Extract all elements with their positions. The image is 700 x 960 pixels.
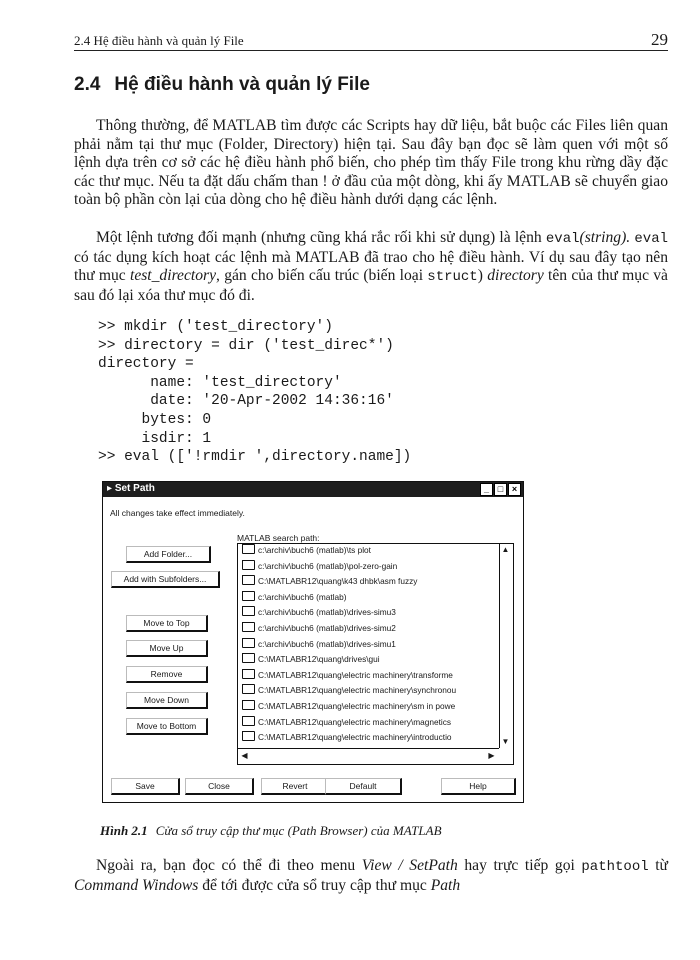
list-item[interactable]: C:\MATLABR12\quang\electric machinery\sm in powe <box>238 700 513 716</box>
folder-icon <box>242 731 255 741</box>
list-item[interactable]: c:\archiv\buch6 (matlab)\ts plot <box>238 544 513 560</box>
folder-icon <box>242 669 255 679</box>
paragraph-1: Thông thường, để MATLAB tìm được các Scripts hay dữ liệu, bắt buộc các Files liên quan phải nằm tại thư mục (Folder, Directory) hiện tại. Sau đây bạn đọc sẽ làm quen với một số lệnh dựa trên cơ sở các hệ điều hành phổ biến, cho phép tìm thấy File trong khu rừng dầy đặc các thư mục. Nếu ta đặt dấu chấm than ! ở đầu của một dòng, khi ấy MATLAB sẽ chuyển giao toàn bộ phần còn lại của dòng cho hệ điều hành dưới dạng các lệnh. <box>74 117 668 209</box>
list-item[interactable]: c:\archiv\buch6 (matlab) <box>238 591 513 607</box>
help-button[interactable]: Help <box>441 778 516 795</box>
close-icon[interactable]: × <box>508 483 521 496</box>
folder-icon <box>242 575 255 585</box>
move-to-top-button[interactable]: Move to Top <box>126 615 208 632</box>
scroll-right-icon[interactable]: ▶ <box>488 751 495 760</box>
notice-text: All changes take effect immediately. <box>110 508 245 518</box>
page-number: 29 <box>651 30 668 49</box>
header-section: 2.4 Hệ điều hành và quản lý File <box>74 33 244 48</box>
minimize-icon[interactable]: _ <box>480 483 493 496</box>
paragraph-3: Ngoài ra, bạn đọc có thể đi theo menu View / SetPath hay trực tiếp gọi pathtool từ Command Windows để tới được cửa sổ truy cập thư mục Path <box>74 857 668 894</box>
move-down-button[interactable]: Move Down <box>126 692 208 709</box>
close-button[interactable]: Close <box>185 778 254 795</box>
running-header <box>74 32 668 51</box>
remove-button[interactable]: Remove <box>126 666 208 683</box>
add-with-subfolders-button[interactable]: Add with Subfolders... <box>111 571 220 588</box>
window-title: ▸ Set Path <box>107 483 155 494</box>
folder-icon <box>242 638 255 648</box>
path-list[interactable] <box>237 543 514 765</box>
section-title: Hệ điều hành và quản lý File <box>114 74 370 95</box>
vertical-scrollbar[interactable] <box>499 543 513 748</box>
folder-icon <box>242 700 255 710</box>
scroll-up-icon[interactable]: ▲ <box>501 545 510 554</box>
code-line: name: 'test_directory' <box>98 374 342 391</box>
caption-text: Cửa sổ truy cập thư mục (Path Browser) của MATLAB <box>155 823 442 838</box>
code-listing <box>98 318 411 467</box>
list-item[interactable]: C:\MATLABR12\quang\drives\gui <box>238 653 513 669</box>
move-up-button[interactable]: Move Up <box>126 640 208 657</box>
list-item[interactable]: c:\archiv\buch6 (matlab)\drives-simu2 <box>238 622 513 638</box>
horizontal-scrollbar[interactable] <box>237 748 499 764</box>
list-item[interactable]: c:\archiv\buch6 (matlab)\pol-zero-gain <box>238 560 513 576</box>
code-line: >> directory = dir ('test_direc*') <box>98 337 394 354</box>
list-item[interactable]: C:\MATLABR12\quang\electric machinery\synchronou <box>238 684 513 700</box>
code-line: directory = <box>98 356 194 373</box>
list-item[interactable]: c:\archiv\buch6 (matlab)\drives-simu1 <box>238 638 513 654</box>
code-line: bytes: 0 <box>98 411 212 428</box>
window-titlebar[interactable] <box>103 482 523 497</box>
save-button[interactable]: Save <box>111 778 180 795</box>
folder-icon <box>242 591 255 601</box>
revert-button[interactable]: Revert <box>261 778 330 795</box>
folder-icon <box>242 716 255 726</box>
folder-icon <box>242 622 255 632</box>
folder-icon <box>242 684 255 694</box>
list-item[interactable]: c:\archiv\buch6 (matlab)\drives-simu3 <box>238 606 513 622</box>
section-number: 2.4 <box>74 74 101 95</box>
add-folder-button[interactable]: Add Folder... <box>126 546 211 563</box>
list-item[interactable]: C:\MATLABR12\quang\electric machinery\introductio <box>238 731 513 747</box>
folder-icon <box>242 544 255 554</box>
folder-icon <box>242 606 255 616</box>
scroll-left-icon[interactable]: ◀ <box>241 751 248 760</box>
default-button[interactable]: Default <box>325 778 402 795</box>
section-heading <box>74 74 370 96</box>
code-line: >> eval (['!rmdir ',directory.name]) <box>98 449 412 466</box>
caption-label: Hình 2.1 <box>100 823 148 838</box>
search-path-label: MATLAB search path: <box>237 533 320 543</box>
folder-icon <box>242 560 255 570</box>
scroll-down-icon[interactable]: ▼ <box>501 737 510 746</box>
move-to-bottom-button[interactable]: Move to Bottom <box>126 718 208 735</box>
set-path-window <box>102 481 524 803</box>
code-line: >> mkdir ('test_directory') <box>98 319 333 335</box>
list-item[interactable]: C:\MATLABR12\quang\electric machinery\transforme <box>238 669 513 685</box>
folder-icon <box>242 653 255 663</box>
code-eval: eval <box>545 231 580 247</box>
code-line: isdir: 1 <box>98 430 212 447</box>
code-line: date: '20-Apr-2002 14:36:16' <box>98 393 394 410</box>
paragraph-2: Một lệnh tương đối mạnh (nhưng cũng khá rắc rối khi sử dụng) là lệnh eval(string). eval có tác dụng kích hoạt các lệnh mà MATLAB đã trao cho hệ điều hành. Ví dụ sau đây tạo nên thư mục test_directory, gán cho biến cấu trúc (biến loại struct) directory tên của thư mục và sau đó lại xóa thư mục đó đi. <box>74 229 668 304</box>
list-item[interactable]: C:\MATLABR12\quang\electric machinery\magnetics <box>238 716 513 732</box>
figure-caption <box>100 823 442 839</box>
list-item[interactable]: C:\MATLABR12\quang\k43 dhbk\asm fuzzy <box>238 575 513 591</box>
maximize-icon[interactable]: □ <box>494 483 507 496</box>
